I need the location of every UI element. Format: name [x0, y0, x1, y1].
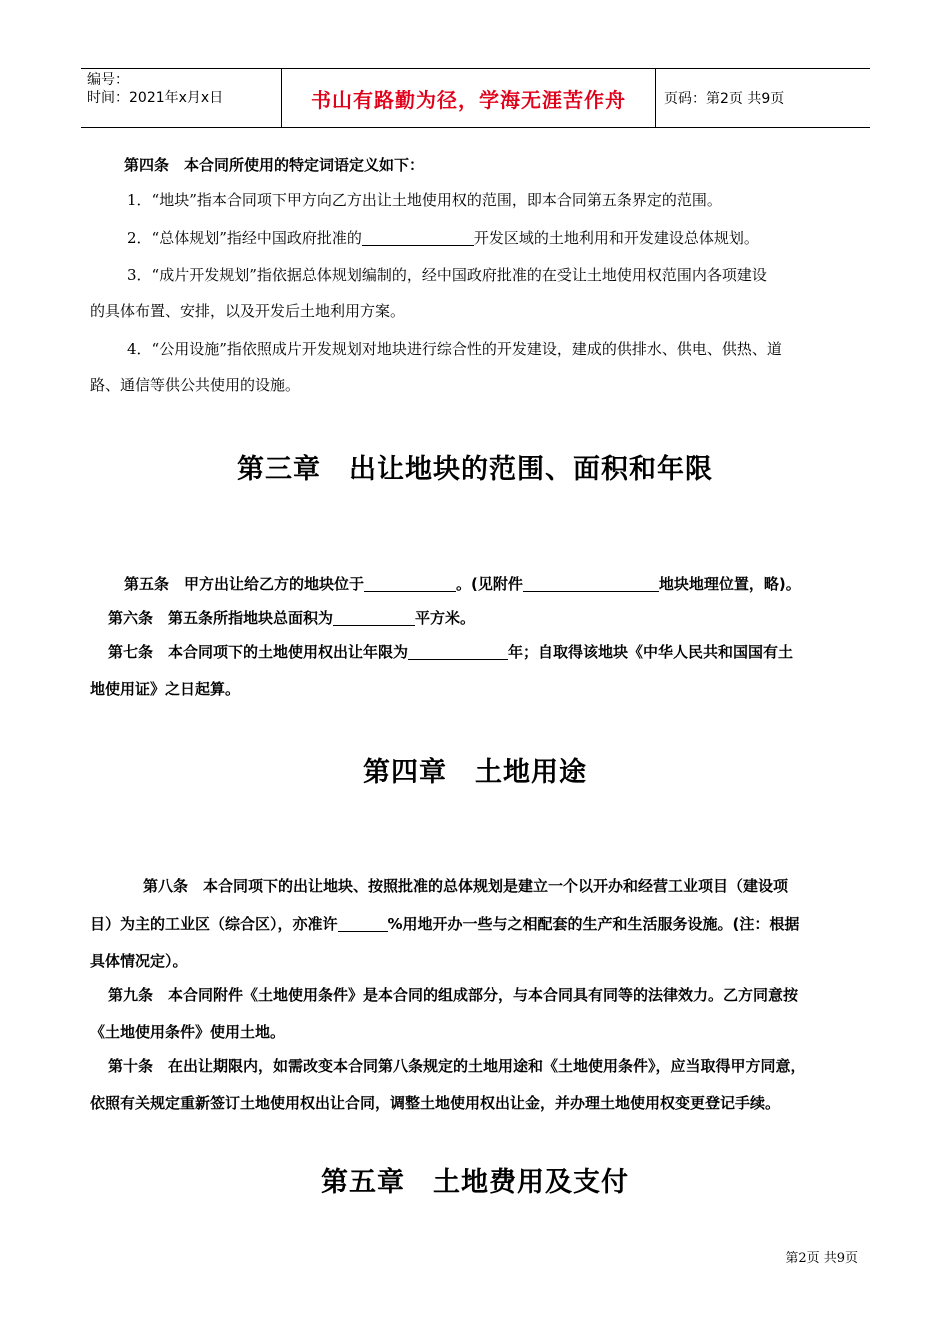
header-meta [81, 69, 282, 127]
art8-line3: 具体情况定）。 [90, 952, 188, 970]
art7-line2: 地使用证》之日起算。 [90, 680, 241, 698]
art4-title: 第四条 本合同所使用的特定词语定义如下： [124, 156, 425, 174]
header-motto: 书山有路勤为径，学海无涯苦作舟 [282, 69, 656, 127]
art6: 第六条 第五条所指地块总面积为 平方米。 [108, 609, 476, 627]
chapter-4-title: 第四章 土地用途 [363, 757, 587, 788]
art5: 第五条 甲方出让给乙方的地块位于 。(见附件 地块地理位置，略)。 [124, 575, 801, 593]
blank-field [523, 573, 659, 592]
doc-time: 时间：2021年x月x日 [87, 90, 224, 106]
art10-line1: 第十条 在出让期限内，如需改变本合同第八条规定的土地用途和《土地使用条件》，应当取得甲方同意， [108, 1057, 806, 1075]
blank-field [362, 227, 474, 246]
art4-item4-line1: 4．“公用设施”指依照成片开发规划对地块进行综合性的开发建设，建成的供排水、供电、供热、道 [127, 340, 782, 358]
art4-item4-line2: 路、通信等供公共使用的设施。 [90, 376, 301, 394]
header-page: 页码：第2页 共9页 [664, 91, 785, 107]
chapter-3-title: 第三章 出让地块的范围、面积和年限 [237, 454, 713, 485]
blank-field [333, 607, 415, 626]
art7-line1: 第七条 本合同项下的土地使用权出让年限为 年；自取得该地块《中华人民共和国国有土 [108, 643, 794, 661]
art4-item2: 2．“总体规划”指经中国政府批准的 开发区域的土地利用和开发建设总体规划。 [127, 229, 759, 247]
blank-field [408, 641, 508, 660]
blank-field [364, 573, 456, 592]
page-header [81, 68, 870, 128]
art4-item3-line2: 的具体布置、安排，以及开发后土地利用方案。 [90, 302, 406, 320]
blank-field [338, 913, 388, 932]
art8-line2: 目）为主的工业区（综合区），亦准许 %用地开办一些与之相配套的生产和生活服务设施。(注：根据 [90, 915, 800, 933]
art4-item3-line1: 3．“成片开发规划”指依据总体规划编制的，经中国政府批准的在受让土地使用权范围内各项建设 [127, 266, 767, 284]
doc-number: 编号： [87, 72, 129, 88]
art10-line2: 依照有关规定重新签订土地使用权出让合同，调整土地使用权出让金，并办理土地使用权变更登记手续。 [90, 1094, 781, 1112]
art8-line1: 第八条 本合同项下的出让地块、按照批准的总体规划是建立一个以开办和经营工业项目（建设项 [143, 877, 789, 895]
art9-line1: 第九条 本合同附件《土地使用条件》是本合同的组成部分，与本合同具有同等的法律效力。乙方同意按 [108, 986, 799, 1004]
chapter-5-title: 第五章 土地费用及支付 [321, 1167, 629, 1198]
art9-line2: 《土地使用条件》使用土地。 [90, 1023, 286, 1041]
page-footer: 第2页 共9页 [785, 1251, 858, 1266]
art4-item1: 1．“地块”指本合同项下甲方向乙方出让土地使用权的范围，即本合同第五条界定的范围。 [127, 191, 722, 209]
